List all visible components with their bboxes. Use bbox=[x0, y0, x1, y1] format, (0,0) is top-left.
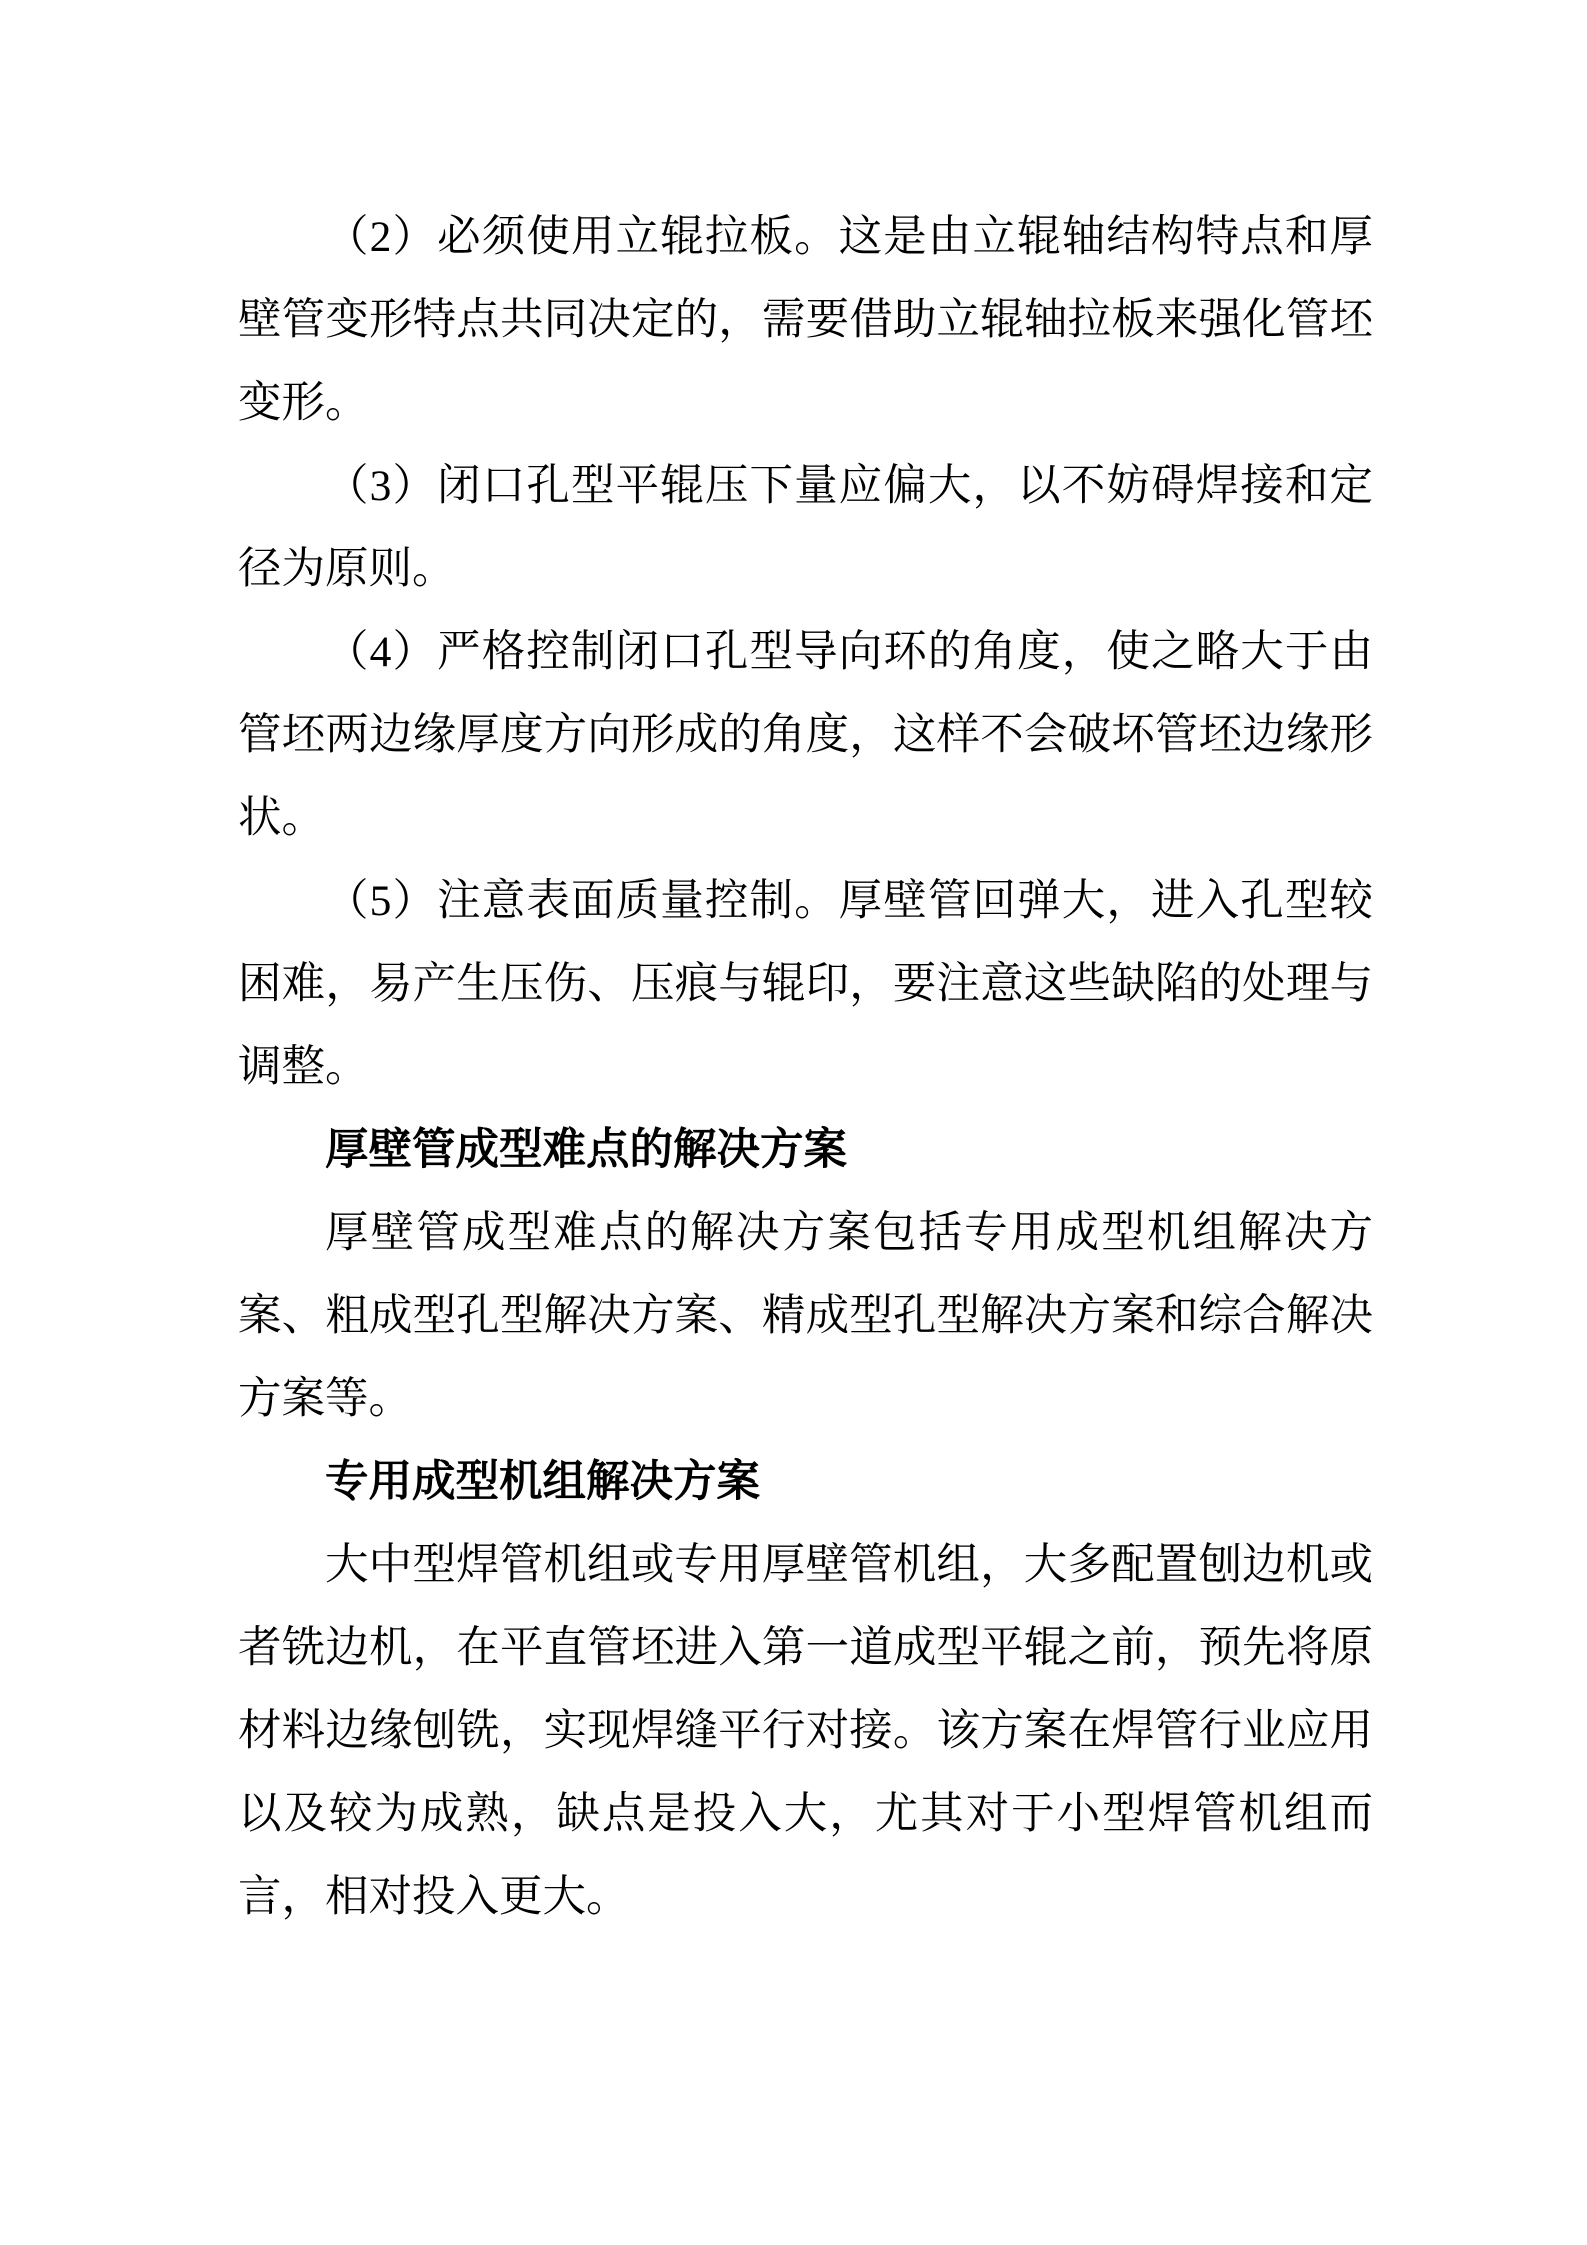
section-heading-dedicated-mill-solution: 专用成型机组解决方案 bbox=[325, 1458, 760, 1506]
section-heading-difficulty-solutions: 厚壁管成型难点的解决方案 bbox=[325, 1126, 847, 1174]
paragraph-item-4: （4）严格控制闭口孔型导向环的角度，使之略大于由管坯两边缘厚度方向形成的角度，这样不会破坏管坯边缘形状。 bbox=[238, 628, 1373, 842]
paragraph-solutions-overview: 厚壁管成型难点的解决方案包括专用成型机组解决方案、粗成型孔型解决方案、精成型孔型解决方案和综合解决方案等。 bbox=[238, 1209, 1373, 1423]
paragraph-item-2: （2）必须使用立辊拉板。这是由立辊轴结构特点和厚壁管变形特点共同决定的，需要借助立辊轴拉板来强化管坯变形。 bbox=[238, 213, 1373, 427]
paragraph-dedicated-mill-detail: 大中型焊管机组或专用厚壁管机组，大多配置刨边机或者铣边机，在平直管坯进入第一道成型平辊之前，预先将原材料边缘刨铣，实现焊缝平行对接。该方案在焊管行业应用以及较为成熟，缺点是投入大，尤其对于小型焊管机组而言，相对投入更大。 bbox=[238, 1541, 1373, 1921]
paragraph-item-3: （3）闭口孔型平辊压下量应偏大，以不妨碍焊接和定径为原则。 bbox=[238, 462, 1373, 593]
document-text bbox=[238, 196, 1373, 1939]
paragraph-item-5: （5）注意表面质量控制。厚壁管回弹大，进入孔型较困难，易产生压伤、压痕与辊印，要注意这些缺陷的处理与调整。 bbox=[238, 877, 1373, 1091]
